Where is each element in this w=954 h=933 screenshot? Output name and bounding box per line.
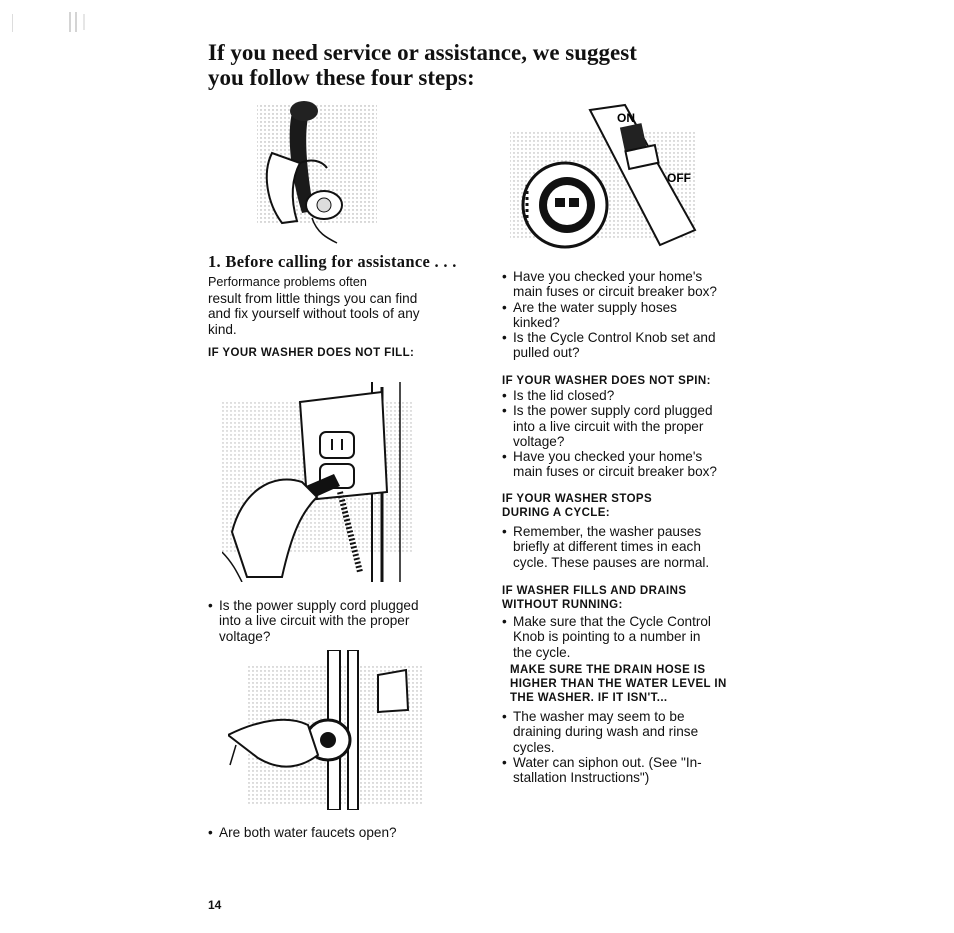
fill-heading [208, 346, 414, 360]
drain-hose-heading [510, 663, 727, 705]
list-item-line: pulled out? [513, 345, 580, 361]
list-item-line: briefly at different times in each [513, 539, 701, 555]
intro-line: and fix yourself without tools of any [208, 306, 420, 322]
right-top-bullet-list [502, 269, 762, 361]
list-item-line: • Water can siphon out. (See "In- [513, 754, 702, 770]
faucet-illustration [228, 650, 428, 810]
list-item-line: • Have you checked your home's [513, 269, 703, 284]
list-item-line: • Make sure that the Cycle Control [513, 614, 711, 629]
intro-line: Performance problems often [208, 275, 367, 289]
list-item-line: the cycle. [513, 644, 571, 660]
step-1-heading: 1. Before calling for assistance . . . [208, 252, 457, 271]
list-item [502, 269, 762, 300]
list-item-line: • Is the power supply cord plugged [219, 598, 419, 613]
list-item-line: • Is the lid closed? [513, 388, 615, 403]
list-item-line: into a live circuit with the proper [219, 613, 410, 629]
intro-line: kind. [208, 321, 237, 337]
list-item-line: • The washer may seem to be [513, 709, 685, 724]
breaker-on-label: ON [617, 111, 635, 125]
list-item-line: draining during wash and rinse [513, 724, 699, 740]
list-item-line: cycles. [513, 739, 555, 755]
stops-heading-line: DURING A CYCLE: [502, 507, 611, 519]
scan-marks [12, 8, 92, 38]
list-item-line: main fuses or circuit breaker box? [513, 284, 717, 300]
spin-heading-text: IF YOUR WASHER DOES NOT SPIN: [502, 375, 711, 387]
stops-heading-line: IF YOUR WASHER STOPS [502, 493, 653, 505]
list-item-line: cycle. These pauses are normal. [513, 554, 710, 570]
list-item-line: voltage? [513, 433, 565, 449]
step-1-intro [208, 275, 468, 337]
circuit-breaker-illustration [505, 100, 710, 250]
stops-bullet-list [502, 524, 762, 570]
outlet-plug-illustration [222, 382, 414, 582]
drain-hose-bullet-list [502, 709, 762, 785]
page-title [208, 40, 768, 90]
intro-line: result from little things you can find [208, 290, 418, 306]
list-item [502, 300, 762, 331]
list-item-line: • Is the Cycle Control Knob set and [513, 330, 716, 346]
drains-heading-line: WITHOUT RUNNING: [502, 599, 623, 611]
breaker-off-label: OFF [667, 171, 691, 185]
spin-heading [502, 374, 711, 388]
list-item-line: stallation Instructions") [513, 770, 650, 786]
telephone-illustration [252, 93, 382, 248]
fill-bullet-list-2 [208, 825, 468, 840]
list-item-line: kinked? [513, 314, 560, 330]
spin-bullet-list [502, 388, 762, 480]
drains-heading-line: IF WASHER FILLS AND DRAINS [502, 585, 687, 597]
list-item-line: into a live circuit with the proper [513, 418, 704, 434]
page-title-line-2: you follow these four steps: [208, 65, 475, 90]
fill-bullet-list-1 [208, 598, 468, 644]
list-item [502, 524, 762, 570]
list-item [502, 614, 762, 660]
list-item [208, 598, 468, 644]
list-item-line: • Is the power supply cord plugged [513, 403, 713, 419]
list-item [502, 709, 762, 755]
fill-heading-text: IF YOUR WASHER DOES NOT FILL: [208, 347, 415, 359]
drain-hose-heading-line: THE WASHER. IF IT ISN'T... [510, 692, 668, 704]
list-item [208, 825, 468, 840]
drain-hose-heading-line: HIGHER THAN THE WATER LEVEL IN [510, 678, 727, 690]
list-item-line: Knob is pointing to a number in [513, 629, 701, 645]
list-item [502, 403, 762, 449]
list-item [502, 449, 762, 480]
drains-heading [502, 584, 686, 612]
list-item [502, 755, 762, 786]
drain-hose-heading-line: MAKE SURE THE DRAIN HOSE IS [510, 664, 706, 676]
drains-bullet-list [502, 614, 762, 660]
list-item-line: • Have you checked your home's [513, 449, 703, 465]
stops-heading [502, 492, 652, 520]
list-item-line: • Are the water supply hoses [513, 299, 677, 315]
list-item-line: main fuses or circuit breaker box? [513, 464, 717, 480]
list-item-line: voltage? [219, 628, 271, 644]
list-item [502, 330, 762, 361]
list-item-line: • Are both water faucets open? [219, 825, 397, 840]
page-title-line-1: If you need service or assistance, we suggest [208, 40, 637, 65]
page-number: 14 [208, 898, 222, 912]
list-item [502, 388, 762, 403]
list-item-line: • Remember, the washer pauses [513, 524, 702, 539]
